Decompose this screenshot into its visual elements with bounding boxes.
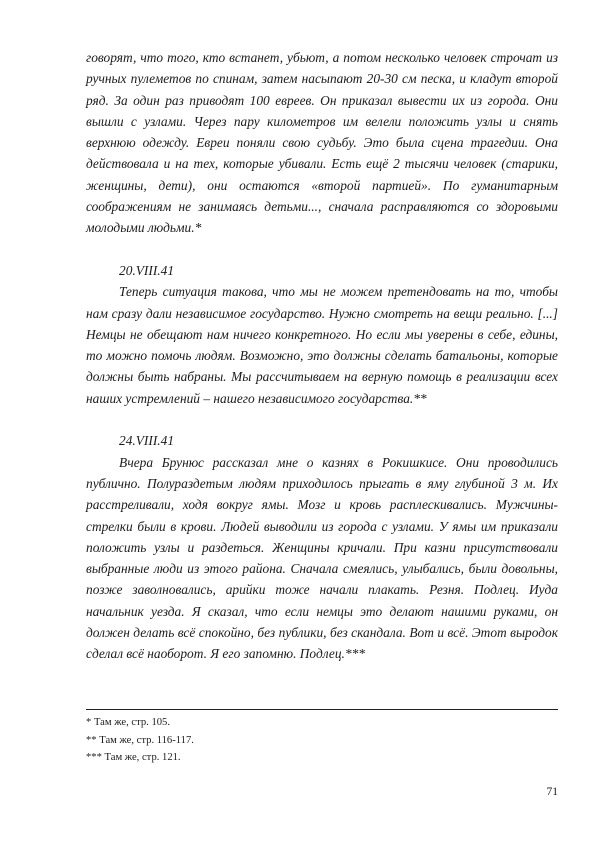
entry-text-1: Теперь ситуация такова, что мы не можем претендовать на то, чтобы нам сразу дали независимое государство. Нужно смотреть на вещи реально. [...] Немцы не обещают нам ничего конкретного. Но если мы уверены в себе, едины, то можно помочь людям. Возможно, это должны сделать батальоны, которые должны быть набраны. Мы рассчитываем на верную помощь в реализации всех наших устремлений – нашего независимого государства.** [86, 284, 558, 406]
main-text [86, 47, 558, 665]
footnote-2: ** Там же, стр. 116-117. [86, 734, 194, 746]
entry-date-1: 20.VIII.41 [119, 262, 175, 278]
footnote-1: * Там же, стр. 105. [86, 717, 170, 728]
intro-paragraph: говорят, что того, кто встанет, убьют, а потом несколько человек строчат из ручных пулеметов по спинам, затем насыпают 20-30 см песка, и кладут второй ряд. За один раз приводят 100 евреев. Он приказал вывести их из города. Они вышли с узлами. Через пару километров им велели положить узлы и снять верхнюю одежду. Евреи поняли свою судьбу. Это была сцена трагедии. Она действовала и на тех, которые убивали. Есть ещё 2 тысячи человек (старики, женщины, дети), они остаются «второй партией». По гуманитарным соображениям не занимаясь детьми..., сначала расправляются со здоровыми молодыми людьми.* [86, 50, 558, 236]
footnote-3: *** Там же, стр. 121. [86, 752, 181, 763]
entry-text-2: Вчера Брунюс рассказал мне о казнях в Рокишкисе. Они проводились публично. Полураздетым людям приходилось прыгать в яму глубиной 3 м. Их расстреливали, ходя вокруг ямы. Мозг и кровь расплескивались. Мужчины-стрелки были в крови. Людей выводили из города с узлами. У ямы им приказали положить узлы и раздеться. Женщины кричали. При казни присутствовали выбранные люди из этого района. Сначала смеялись, улыбались, были довольны, позже заволновались, арийки тоже начали плакать. Резня. Подлец. Иуда начальник уезда. Я сказал, что если немцы это делают нашими руками, он должен делать всё спокойно, без публики, без скандала. Вот и всё. Этот выродок сделал всё наоборот. Я его запомню. Подлец.*** [86, 454, 558, 662]
page-number: 71 [546, 786, 558, 798]
footnotes [86, 714, 558, 767]
entry-date-2: 24.VIII.41 [119, 433, 175, 449]
footnote-divider [86, 709, 558, 710]
